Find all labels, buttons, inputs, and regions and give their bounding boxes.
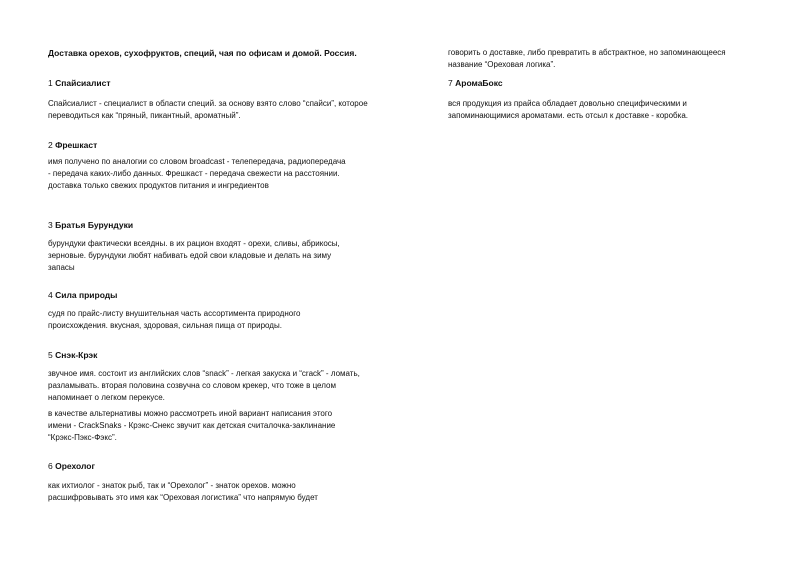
section-heading [48, 460, 95, 472]
section-heading [48, 219, 133, 231]
section-paragraph: имя получено по аналогии со словом broadcast - телепередача, радиопередача - передача каких-либо данных. Фрешкаст - передача свежести на расстоянии. доставка только свежих продуктов питания и ингредиентов [48, 157, 346, 190]
section-heading [48, 139, 97, 151]
section-paragraph: бурундуки фактически всеядны. в их рацион входят - орехи, сливы, абрикосы, зерновые. бурундуки любят набивать едой свои кладовые и делать на зиму запасы [48, 239, 340, 272]
section-paragraph: Спайсиалист - специалист в области специй. за основу взято слово “спайси”, которое переводиться как “пряный, пикантный, ароматный”. [48, 99, 368, 120]
section-name: Спайсиалист [55, 78, 111, 88]
section-name: Сила природы [55, 290, 118, 300]
section-paragraph: вся продукция из прайса обладает довольно специфическими и запоминающимися ароматами. есть отсыл к доставке - коробка. [448, 99, 688, 120]
section-heading [48, 77, 111, 89]
section-heading [48, 349, 97, 361]
section-number: 2 [48, 140, 53, 150]
section-name: Снэк-Крэк [55, 350, 98, 360]
section-name: Братья Бурундуки [55, 220, 134, 230]
section-name: АромаБокс [455, 78, 503, 88]
section-heading [48, 289, 117, 301]
section-paragraph: судя по прайс-листу внушительная часть ассортимента природного происхождения. вкусная, здоровая, сильная пища от природы. [48, 309, 301, 330]
section-paragraph: звучное имя. состоит из английских слов “snack” - легкая закуска и “crack” - ломать, разламывать. вторая половина созвучна со словом крекер, что тоже в целом напоминает о легком перекусе. [48, 369, 360, 402]
section-name: Фрешкаст [55, 140, 98, 150]
section-number: 4 [48, 290, 53, 300]
section-heading [448, 77, 503, 89]
section-name: Орехолог [55, 461, 96, 471]
document-title: Доставка орехов, сухофруктов, специй, чая по офисам и домой. Россия. [48, 48, 357, 58]
section-number: 7 [448, 78, 453, 88]
section-number: 5 [48, 350, 53, 360]
section-paragraph: в качестве альтернативы можно рассмотреть иной вариант написания этого имени - CrackSnaks - Крэкс-Снекс звучит как детская считалочка-заклинание “Крэкс-Пэкс-Фэкс”. [48, 409, 336, 442]
section-paragraph: как ихтиолог - знаток рыб, так и “Орехолог” - знаток орехов. можно расшифровывать это имя как “Ореховая логистика” что напрямую будет [48, 481, 318, 502]
section-number: 3 [48, 220, 53, 230]
section-number: 1 [48, 78, 53, 88]
section-number: 6 [48, 461, 53, 471]
continuation-paragraph: говорить о доставке, либо превратить в абстрактное, но запоминающееся название “Ореховая логика”. [448, 48, 726, 69]
